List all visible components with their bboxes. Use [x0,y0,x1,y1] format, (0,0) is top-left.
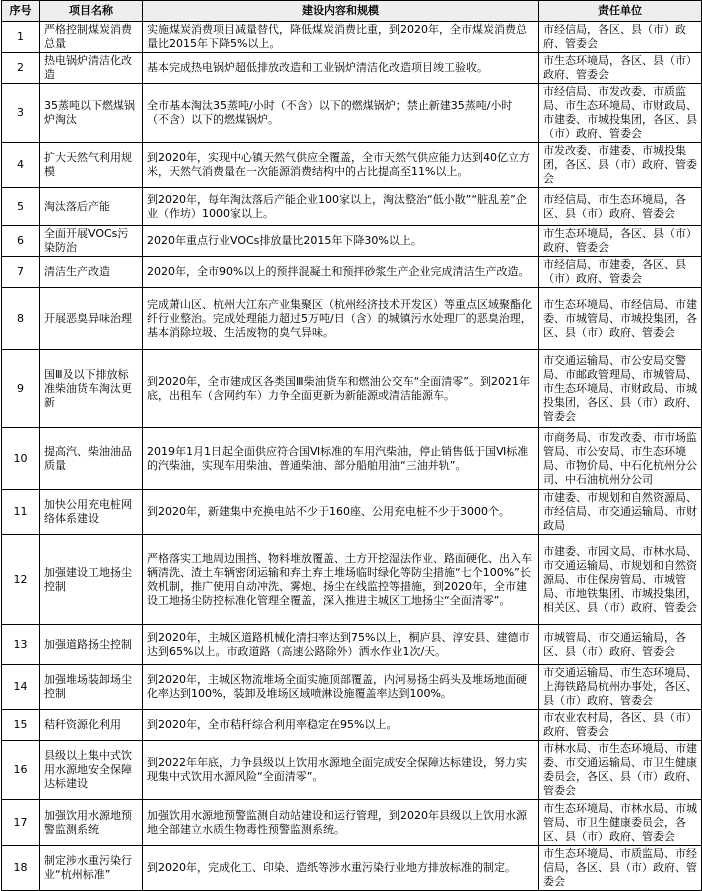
project-name-cell: 加强饮用水源地预警监测系统 [40,800,143,846]
project-name-cell: 加强道路扬尘控制 [40,625,143,665]
table-row [2,188,702,226]
project-name-cell: 严格控制煤炭消费总量 [40,22,143,53]
table-row [2,22,702,53]
responsible-unit-cell: 市城管局、市交通运输局，各区、县（市）政府、管委会 [539,625,702,665]
content-cell: 严格落实工地周边围挡、物料堆放覆盖、土方开挖湿法作业、路面硬化、出入车辆清洗、渣土车辆密闭运输和弃土弃土堆场临时绿化等防尘措施“七个100%”长效机制，推广使用自动冲洗、雾炮、扬尘在线监控等措施，到2020年，全市建设工地扬尘防控标准化管理全覆盖，深入推进主城区工地扬尘“全面清零”。 [143,535,539,625]
project-name-cell: 扩大天然气利用规模 [40,143,143,188]
responsible-unit-cell: 市经信局、市建委，各区、县（市）政府、管委会 [539,257,702,288]
table-row [2,428,702,490]
content-cell: 到2020年，新建集中充换电站不少于160座、公用充电桩不少于3000个。 [143,490,539,535]
responsible-unit-cell: 市林水局、市生态环境局、市建委、市交通运输局、市卫生健康委员会，各区、县（市）政府、管委会 [539,741,702,800]
project-name-cell: 热电锅炉清洁化改造 [40,53,143,84]
row-number: 12 [2,535,40,625]
content-cell: 到2020年，每年淘汰落后产能企业100家以上，淘汰整治“低小散”“脏乱差”企业（作坊）1000家以上。 [143,188,539,226]
row-number: 2 [2,53,40,84]
table-row [2,665,702,710]
responsible-unit-cell: 市经信局，各区、县（市）政府、管委会 [539,22,702,53]
responsible-unit-cell: 市生态环境局，各区、县（市）政府、管委会 [539,53,702,84]
responsible-unit-cell: 市生态环境局、市经信局、市建委、市城管局、市城投集团，各区、县（市）政府、管委会 [539,288,702,350]
row-number: 18 [2,846,40,891]
table-body [2,22,702,891]
row-number: 8 [2,288,40,350]
content-cell: 到2020年，完成化工、印染、造纸等涉水重污染行业地方排放标准的制定。 [143,846,539,891]
content-cell: 到2020年，主城区物流堆场全面实施顶部覆盖，内河易扬尘码头及堆场地面硬化率达到100%，装卸及堆场区域喷淋设施覆盖率达到100%。 [143,665,539,710]
header-responsible-unit: 责任单位 [539,1,702,22]
content-cell: 加强饮用水源地预警监测自动站建设和运行管理，到2020年县级以上饮用水源地全部建立水质生物毒性预警监测系统。 [143,800,539,846]
row-number: 13 [2,625,40,665]
project-name-cell: 开展恶臭异味治理 [40,288,143,350]
project-name-cell: 秸秆资源化利用 [40,710,143,741]
responsible-unit-cell: 市生态环境局，各区、县（市）政府、管委会 [539,226,702,257]
project-name-cell: 加强堆场装卸场尘控制 [40,665,143,710]
row-number: 16 [2,741,40,800]
responsible-unit-cell: 市交通运输局、市生态环境局、上海铁路局杭州办事处，各区、县（市）政府、管委会 [539,665,702,710]
row-number: 7 [2,257,40,288]
row-number: 9 [2,350,40,428]
content-cell: 到2020年，实现中心镇天然气供应全覆盖，全市天然气供应能力达到40亿立方米，天然气消费量在一次能源消费结构中的占比提高至11%以上。 [143,143,539,188]
project-name-cell: 县级以上集中式饮用水源地安全保障达标建设 [40,741,143,800]
table-row [2,53,702,84]
responsible-unit-cell: 市生态环境局、市质监局、市经信局，各区、县（市）政府、管委会 [539,846,702,891]
content-cell: 2019年1月1日起全面供应符合国Ⅵ标准的车用汽柴油，停止销售低于国Ⅵ标准的汽柴油，实现车用柴油、普通柴油、部分船舶用油“三油并轨”。 [143,428,539,490]
responsible-unit-cell: 市生态环境局、市林水局、市城管局、市卫生健康委员会，各区、县（市）政府、管委会 [539,800,702,846]
table-row [2,257,702,288]
table-row [2,535,702,625]
responsible-unit-cell: 市经信局、市发改委、市质监局、市生态环境局、市财政局、市建委、市城投集团，各区、县（市）政府、管委会 [539,84,702,143]
responsible-unit-cell: 市建委、市园文局、市林水局、市交通运输局、市规划和自然资源局、市住保房管局、市城管局、市地铁集团、市城投集团，相关区、县（市）政府、管委会 [539,535,702,625]
table-row [2,710,702,741]
project-name-cell: 提高汽、柴油油品质量 [40,428,143,490]
header-content: 建设内容和规模 [143,1,539,22]
row-number: 17 [2,800,40,846]
project-table [1,0,702,891]
responsible-unit-cell: 市农业农村局，各区、县（市）政府、管委会 [539,710,702,741]
header-project-name: 项目名称 [40,1,143,22]
table-row [2,800,702,846]
project-name-cell: 淘汰落后产能 [40,188,143,226]
project-name-cell: 加快公用充电桩网络体系建设 [40,490,143,535]
row-number: 15 [2,710,40,741]
table-row [2,226,702,257]
project-name-cell: 国Ⅲ及以下排放标准柴油货车淘汰更新 [40,350,143,428]
content-cell: 到2022年年底，力争县级以上饮用水源地全面完成安全保障达标建设，努力实现集中式饮用水源风险“全面清零”。 [143,741,539,800]
content-cell: 完成萧山区、杭州大江东产业集聚区（杭州经济技术开发区）等重点区域聚酯化纤行业整治。完成处理能力超过5万吨/日（含）的城镇污水处理厂的恶臭治理，基本消除垃圾、生活废物的臭气异味。 [143,288,539,350]
content-cell: 全市基本淘汰35蒸吨/小时（不含）以下的燃煤锅炉；禁止新建35蒸吨/小时（不含）以下的燃煤锅炉。 [143,84,539,143]
row-number: 11 [2,490,40,535]
project-name-cell: 全面开展VOCs污染防治 [40,226,143,257]
project-name-cell: 加强建设工地扬尘控制 [40,535,143,625]
responsible-unit-cell: 市交通运输局、市公安局交警局、市邮政管理局、市城管局、市生态环境局、市财政局、市城投集团，各区、县（市）政府、管委会 [539,350,702,428]
project-name-cell: 制定涉水重污染行业“杭州标准” [40,846,143,891]
table-row [2,350,702,428]
row-number: 14 [2,665,40,710]
table-row [2,288,702,350]
table-header-row [2,1,702,22]
responsible-unit-cell: 市商务局、市发改委、市市场监管局、市公安局、市生态环境局、市物价局、中石化杭州分公司、中石油杭州分公司 [539,428,702,490]
table-row [2,84,702,143]
content-cell: 到2020年，主城区道路机械化清扫率达到75%以上，桐庐县、淳安县、建德市达到65%以上。市政道路（高速公路除外）洒水作业1次/天。 [143,625,539,665]
table-row [2,143,702,188]
row-number: 5 [2,188,40,226]
row-number: 1 [2,22,40,53]
table-row [2,846,702,891]
project-name-cell: 清洁生产改造 [40,257,143,288]
row-number: 4 [2,143,40,188]
table-row [2,741,702,800]
content-cell: 到2020年，全市秸秆综合利用率稳定在95%以上。 [143,710,539,741]
table-row [2,625,702,665]
project-name-cell: 35蒸吨以下燃煤锅炉淘汰 [40,84,143,143]
responsible-unit-cell: 市建委、市规划和自然资源局、市经信局、市交通运输局、市财政局 [539,490,702,535]
row-number: 6 [2,226,40,257]
content-cell: 实施煤炭消费项目减量替代，降低煤炭消费比重，到2020年，全市煤炭消费总量比2015年下降5%以上。 [143,22,539,53]
row-number: 3 [2,84,40,143]
content-cell: 2020年重点行业VOCs排放量比2015年下降30%以上。 [143,226,539,257]
content-cell: 基本完成热电锅炉超低排放改造和工业锅炉清洁化改造项目竣工验收。 [143,53,539,84]
content-cell: 到2020年，全市建成区各类国Ⅲ柴油货车和燃油公交车“全面清零”。到2021年底，出租车（含网约车）力争全面更新为新能源或清洁能源车。 [143,350,539,428]
content-cell: 2020年，全市90%以上的预拌混凝土和预拌砂浆生产企业完成清洁生产改造。 [143,257,539,288]
header-no: 序号 [2,1,40,22]
row-number: 10 [2,428,40,490]
responsible-unit-cell: 市发改委、市建委、市城投集团，各区、县（市）政府、管委会 [539,143,702,188]
table-row [2,490,702,535]
responsible-unit-cell: 市经信局、市生态环境局，各区、县（市）政府、管委会 [539,188,702,226]
